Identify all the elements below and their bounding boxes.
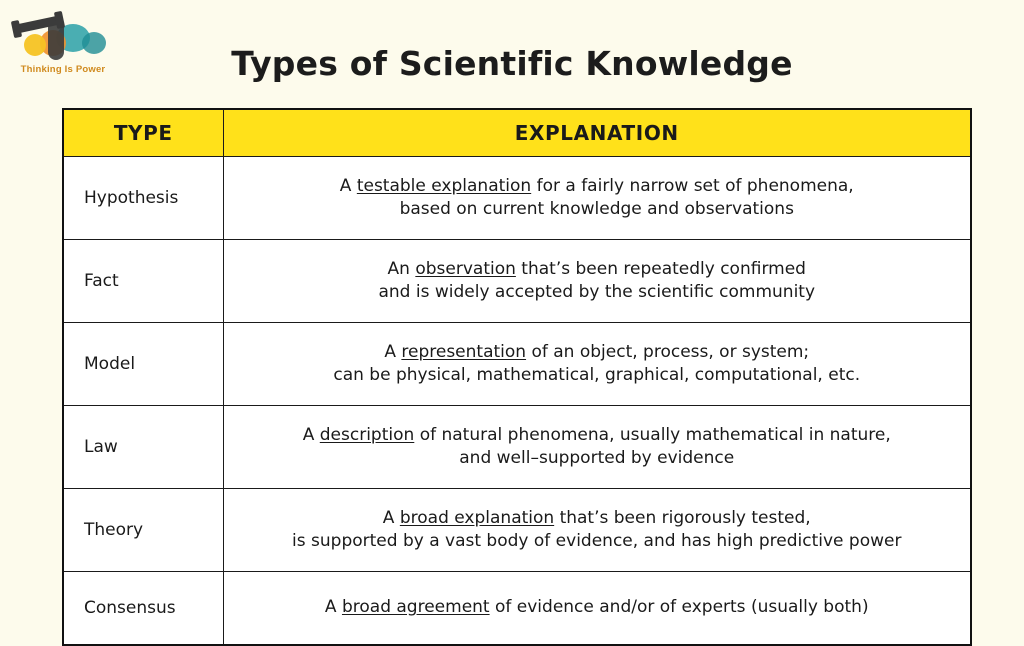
cell-type: Model	[63, 323, 223, 406]
explanation-line-2: can be physical, mathematical, graphical, computational, etc.	[333, 365, 861, 385]
text-segment: A	[339, 175, 357, 196]
explanation-line-1	[340, 176, 854, 196]
cell-explanation	[223, 406, 971, 489]
cell-type: Law	[63, 406, 223, 489]
table-row	[63, 572, 971, 646]
text-segment: of an object, process, or system;	[526, 341, 810, 362]
page-title: Types of Scientific Knowledge	[231, 44, 793, 83]
table-row	[63, 489, 971, 572]
cell-type: Consensus	[63, 572, 223, 646]
text-segment: that’s been repeatedly confirmed	[515, 258, 806, 279]
text-segment: of natural phenomena, usually mathematical in nature,	[414, 424, 891, 445]
cell-explanation	[223, 323, 971, 406]
explanation-line-1	[384, 342, 809, 362]
highlighted-term: representation	[401, 341, 527, 362]
highlighted-term: testable explanation	[356, 175, 532, 196]
cell-type: Theory	[63, 489, 223, 572]
table-header-row	[63, 109, 971, 157]
table-row	[63, 157, 971, 240]
cell-explanation	[223, 572, 971, 646]
column-header-explanation: EXPLANATION	[223, 109, 971, 157]
table-row	[63, 406, 971, 489]
cell-explanation	[223, 240, 971, 323]
text-segment: A	[382, 507, 400, 528]
knowledge-table	[62, 108, 972, 646]
highlighted-term: broad explanation	[399, 507, 555, 528]
highlighted-term: broad agreement	[341, 597, 490, 618]
cell-type: Hypothesis	[63, 157, 223, 240]
table-row	[63, 323, 971, 406]
text-segment: A	[302, 424, 320, 445]
knowledge-table-container	[62, 108, 970, 646]
text-segment: that’s been rigorously tested,	[554, 507, 811, 528]
explanation-line-1	[383, 508, 811, 528]
explanation-line-1	[303, 425, 891, 445]
text-segment: for a fairly narrow set of phenomena,	[531, 175, 854, 196]
explanation-line-2: is supported by a vast body of evidence, and has high predictive power	[292, 531, 902, 551]
cell-explanation	[223, 157, 971, 240]
column-header-type: TYPE	[63, 109, 223, 157]
explanation-line-2: based on current knowledge and observations	[399, 199, 794, 219]
table-row	[63, 240, 971, 323]
explanation-line-2: and is widely accepted by the scientific community	[378, 282, 816, 302]
text-segment: An	[387, 258, 416, 279]
cell-type: Fact	[63, 240, 223, 323]
explanation-line-1	[325, 597, 869, 617]
explanation-line-2: and well–supported by evidence	[459, 448, 735, 468]
brand-name: Thinking Is Power	[20, 64, 106, 75]
explanation-line-1	[388, 259, 806, 279]
text-segment: A	[324, 597, 342, 618]
table-body	[63, 157, 971, 646]
text-segment: of evidence and/or of experts (usually both)	[489, 597, 869, 618]
text-segment: A	[384, 341, 402, 362]
highlighted-term: observation	[415, 258, 516, 279]
highlighted-term: description	[319, 424, 415, 445]
cell-explanation	[223, 489, 971, 572]
